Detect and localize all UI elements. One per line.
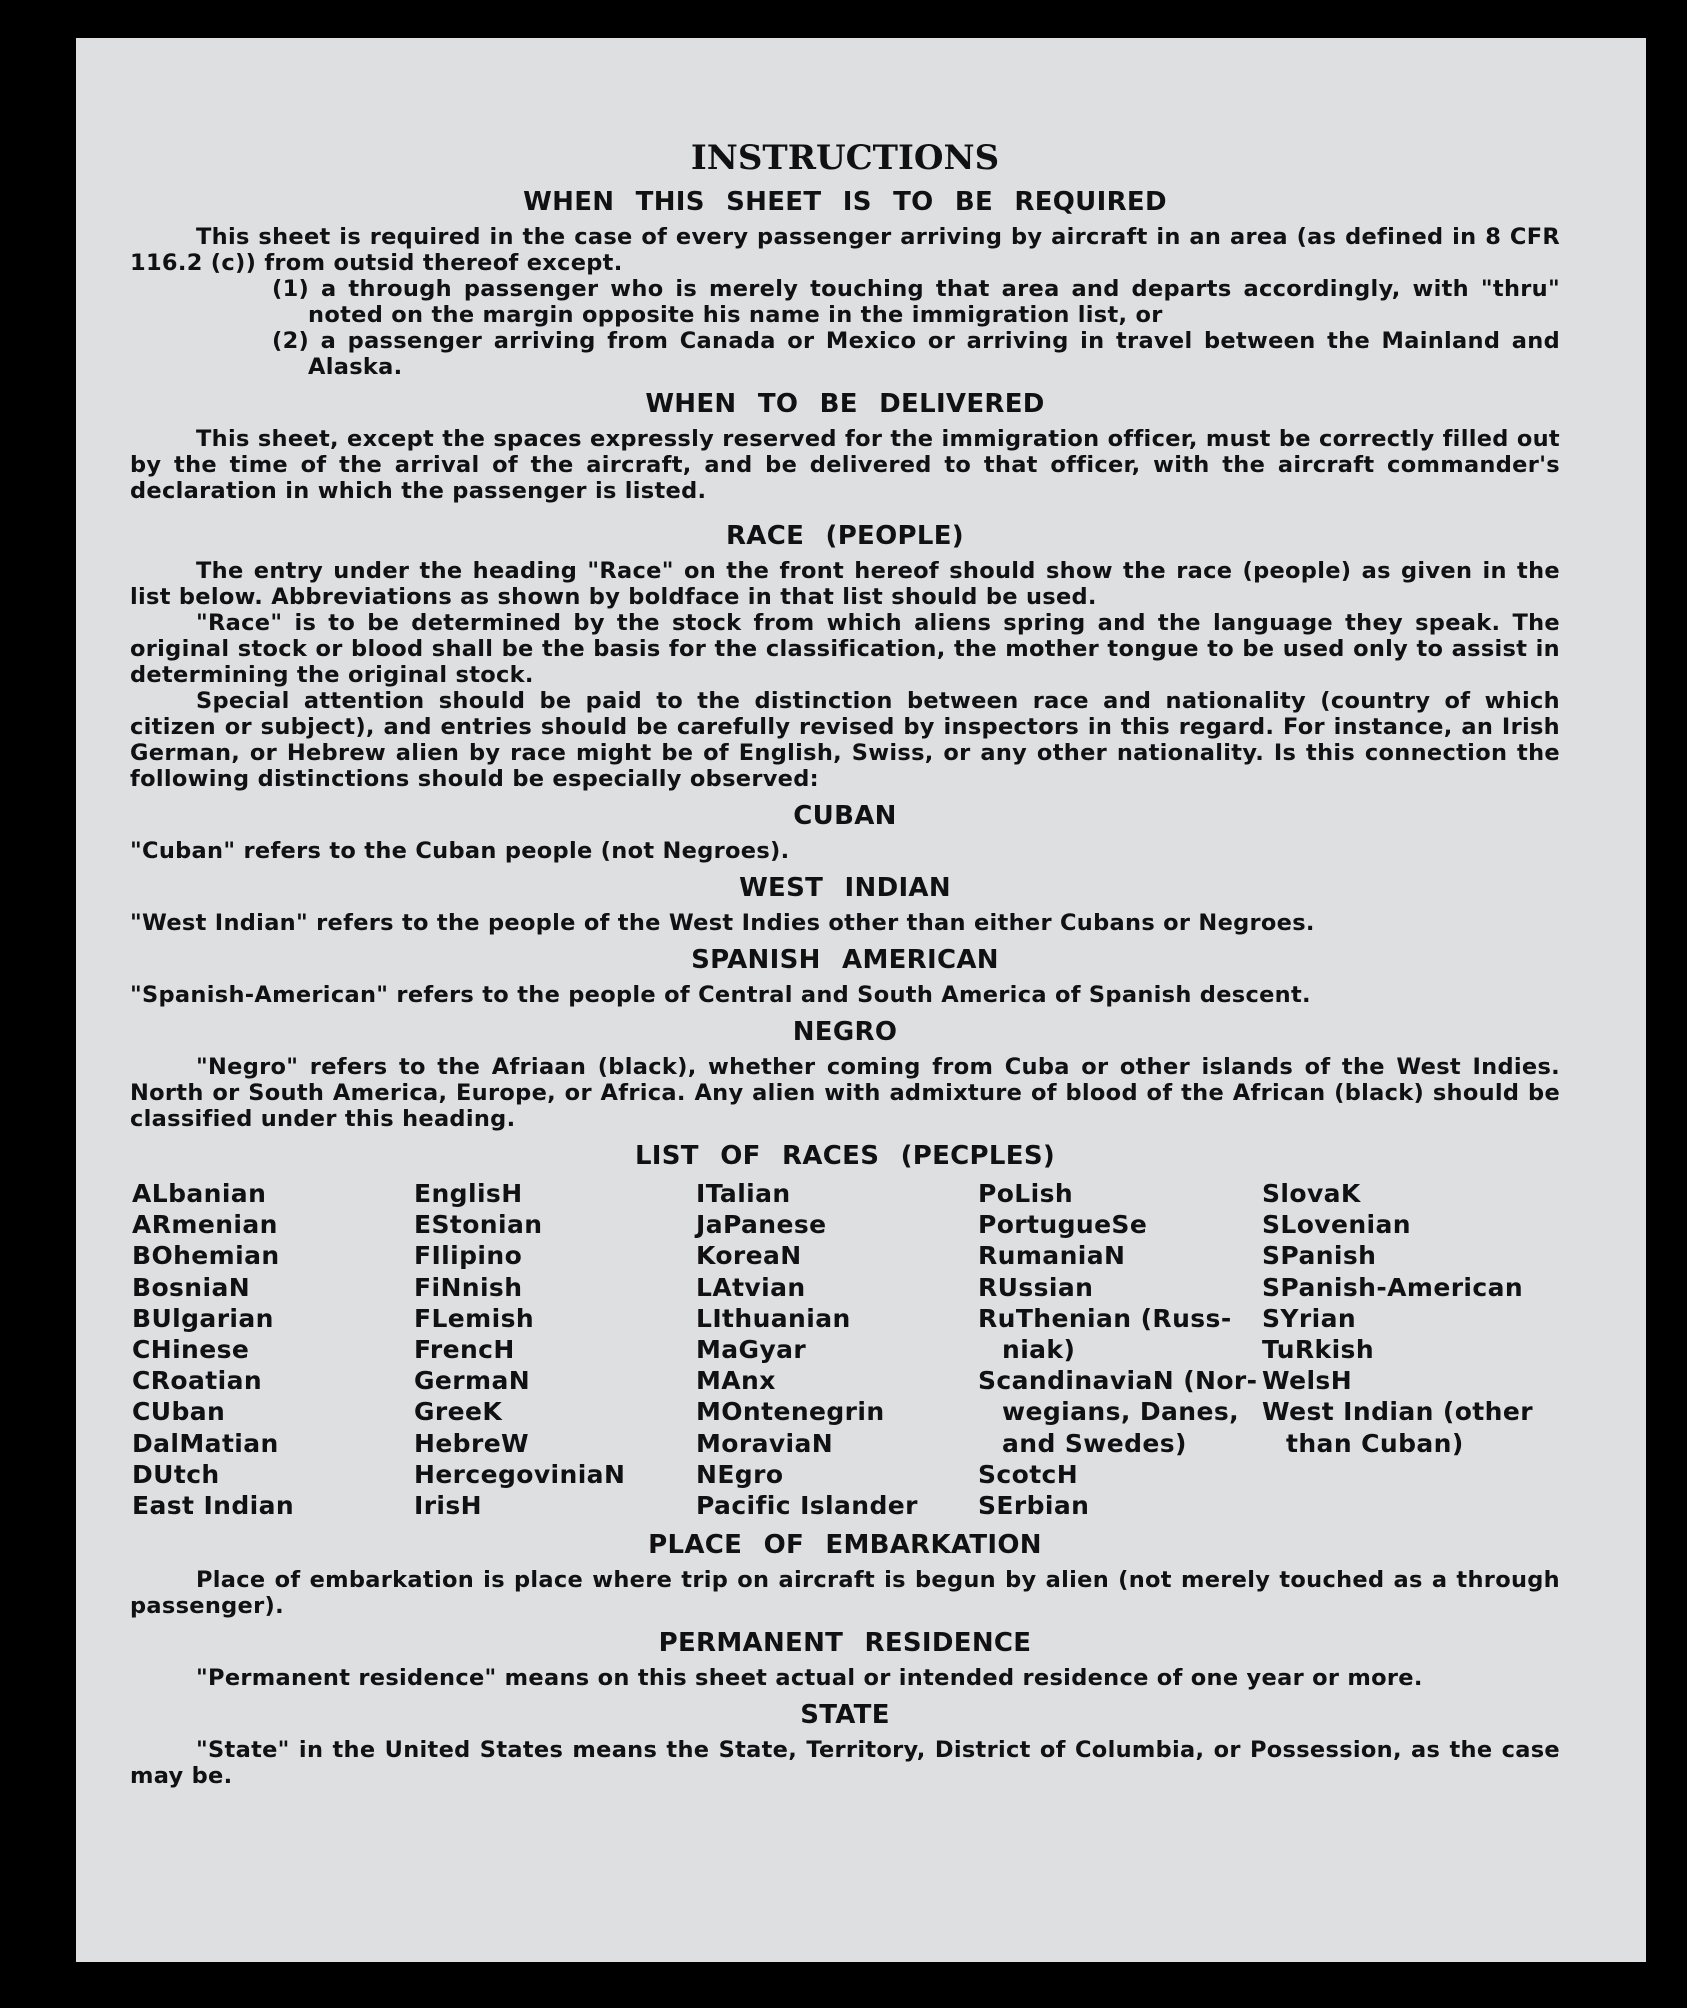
race-entry: ScandinaviaN (Nor-: [978, 1366, 1258, 1396]
heading-place-of-embarkation: PLACE OF EMBARKATION: [648, 1530, 1042, 1561]
race-entry: HebreW: [414, 1428, 530, 1458]
heading-list-of-races: LIST OF RACES (PECPLES): [634, 1141, 1056, 1171]
para-embarkation: Place of embarkation is place where trip on aircraft is begun by alien (not merely touched as a through passenger).: [130, 1567, 1560, 1620]
para-spanish-american: "Spanish-American" refers to the people of Central and South America of Spanish descent.: [130, 982, 1311, 1008]
race-entry: GreeK: [414, 1397, 503, 1427]
para-state: "State" in the United States means the State, Territory, District of Columbia, or Possession, as the case may be.: [130, 1737, 1560, 1790]
race-entry: RUssian: [978, 1272, 1094, 1302]
race-entry: ALbanian: [132, 1179, 267, 1208]
race-entry: SLovenian: [1262, 1210, 1411, 1240]
race-entry: FLemish: [414, 1303, 535, 1333]
race-entry: PortugueSe: [978, 1210, 1148, 1240]
heading-when-required: WHEN THIS SHEET IS TO BE REQUIRED: [523, 187, 1167, 217]
race-entry: ITalian: [696, 1179, 791, 1208]
race-entry: KoreaN: [696, 1241, 802, 1271]
race-entry: CHinese: [132, 1335, 250, 1365]
heading-permanent-residence: PERMANENT RESIDENCE: [658, 1628, 1032, 1659]
race-entry: WelsH: [1262, 1366, 1353, 1396]
race-entry: EStonian: [414, 1210, 543, 1240]
race-entry: FrencH: [414, 1335, 515, 1365]
race-entry: BosniaN: [132, 1272, 251, 1302]
race-entry-continued: niak): [1002, 1335, 1076, 1365]
race-entry: MaGyar: [696, 1335, 807, 1365]
race-entry: IrisH: [414, 1491, 483, 1521]
race-entry: HercegoviniaN: [414, 1459, 626, 1489]
race-entry: East Indian: [132, 1491, 295, 1521]
item-canada-mexico: (2) a passenger arriving from Canada or Mexico or arriving in travel between the Mainland and Alaska.: [272, 328, 1560, 380]
race-entry: ARmenian: [132, 1210, 278, 1240]
race-entry-continued: wegians, Danes,: [1002, 1397, 1240, 1427]
page-title: INSTRUCTIONS: [690, 138, 1000, 178]
race-entry: SYrian: [1262, 1303, 1357, 1333]
para-race-1: The entry under the heading "Race" on the front hereof should show the race (people) as given in the list below. Abbreviations as shown by boldface in that list should be used.: [130, 558, 1560, 610]
race-entry-continued: than Cuban): [1286, 1428, 1464, 1458]
races-column-2: [412, 1178, 694, 1521]
para-when-delivered: This sheet, except the spaces expressly reserved for the immigration officer, must be correctly filled out by the time of the arrival of the aircraft, and be delivered to that officer, with the aircraft commander's declaration in which the passenger is listed.: [130, 426, 1560, 504]
para-negro: "Negro" refers to the Afriaan (black), whether coming from Cuba or other islands of the West Indies. North or South America, Europe, or Africa. Any alien with admixture of blood of the African (black) should be classified under this heading.: [130, 1054, 1560, 1132]
race-entry: FiNnish: [414, 1272, 523, 1302]
document-page: [76, 38, 1646, 1962]
race-entry: SErbian: [978, 1491, 1090, 1521]
race-entry: LAtvian: [696, 1272, 806, 1302]
race-entry: CRoatian: [132, 1366, 263, 1396]
heading-when-delivered: WHEN TO BE DELIVERED: [645, 389, 1045, 419]
race-entry-continued: and Swedes): [1002, 1428, 1187, 1458]
race-entry: ScotcH: [978, 1459, 1079, 1489]
race-entry: SPanish-American: [1262, 1272, 1524, 1302]
race-entry: MOntenegrin: [696, 1397, 885, 1427]
para-race-2: "Race" is to be determined by the stock from which aliens spring and the language they speak. The original stock or blood shall be the basis for the classification, the mother tongue to be used only to assist in determining the original stock.: [130, 610, 1560, 688]
heading-west-indian: WEST INDIAN: [739, 873, 951, 903]
race-entry: NEgro: [696, 1459, 784, 1489]
heading-race: RACE (PEOPLE): [725, 521, 964, 551]
heading-spanish-american: SPANISH AMERICAN: [691, 945, 999, 975]
race-entry: CUban: [132, 1397, 226, 1427]
para-west-indian: "West Indian" refers to the people of the West Indies other than either Cubans or Negroes.: [130, 910, 1315, 936]
race-entry: SPanish: [1262, 1241, 1377, 1271]
heading-cuban: CUBAN: [793, 801, 897, 831]
race-entry: EnglisH: [414, 1179, 523, 1208]
heading-negro: NEGRO: [792, 1017, 898, 1047]
para-race-3: Special attention should be paid to the distinction between race and nationality (country of which citizen or subject), and entries should be carefully revised by inspectors in this regard. For instance, an Irish German, or Hebrew alien by race might be of English, Swiss, or any other nationality. Is this connection the following distinctions should be especially observed:: [130, 688, 1560, 792]
para-cuban: "Cuban" refers to the Cuban people (not Negroes).: [130, 838, 790, 864]
races-list: [130, 1178, 1560, 1521]
races-column-1: [130, 1178, 412, 1521]
race-entry: DUtch: [132, 1459, 220, 1489]
heading-state: STATE: [800, 1700, 890, 1731]
race-entry: RuThenian (Russ-: [978, 1303, 1232, 1333]
race-entry: BUlgarian: [132, 1303, 274, 1333]
race-entry: Pacific Islander: [696, 1491, 918, 1521]
race-entry: GermaN: [414, 1366, 531, 1396]
races-column-4: [976, 1178, 1260, 1521]
race-entry: JaPanese: [696, 1210, 827, 1240]
race-entry: MoraviaN: [696, 1428, 834, 1458]
race-entry: DalMatian: [132, 1428, 279, 1458]
race-entry: SlovaK: [1262, 1179, 1361, 1208]
races-column-3: [694, 1178, 976, 1521]
race-entry: BOhemian: [132, 1241, 280, 1271]
races-column-5: [1260, 1178, 1560, 1521]
race-entry: MAnx: [696, 1366, 776, 1396]
para-residence: "Permanent residence" means on this sheet actual or intended residence of one year or more.: [196, 1665, 1423, 1692]
item-through-passenger: (1) a through passenger who is merely touching that area and departs accordingly, with "thru" noted on the margin opposite his name in the immigration list, or: [272, 276, 1560, 328]
race-entry: LIthuanian: [696, 1303, 851, 1333]
para-when-required: This sheet is required in the case of every passenger arriving by aircraft in an area (as defined in 8 CFR 116.2 (c)) from outsid thereof except.: [130, 224, 1560, 276]
race-entry: PoLish: [978, 1179, 1074, 1208]
instructions-content: [130, 138, 1560, 1789]
race-entry: West Indian (other: [1262, 1397, 1533, 1427]
race-entry: RumaniaN: [978, 1241, 1126, 1271]
race-entry: FIlipino: [414, 1241, 523, 1271]
race-entry: TuRkish: [1262, 1335, 1375, 1365]
